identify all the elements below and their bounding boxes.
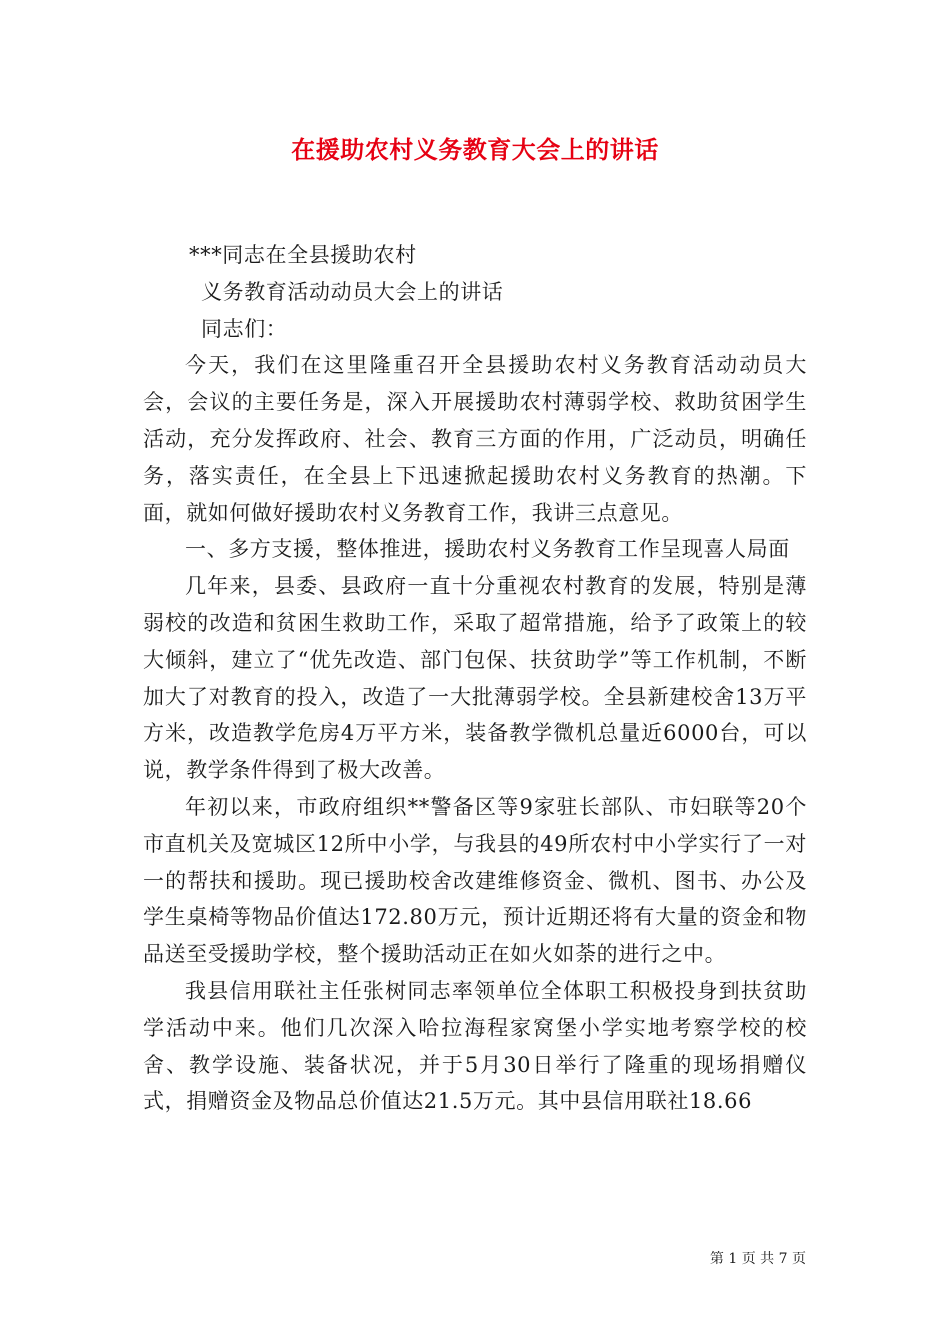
paragraph: 几年来，县委、县政府一直十分重视农村教育的发展，特别是薄弱校的改造和贫困生救助工作，采取了超常措施，给予了政策上的较大倾斜，建立了“优先改造、部门包保、扶贫助学”等工作机制，不断加大了对教育的投入，改造了一大批薄弱学校。全县新建校舍13万平方米，改造教学危房4万平方米，装备教学微机总量近6000台，可以说，教学条件得到了极大改善。: [143, 574, 807, 783]
speech-header-line-1: ***同志在全县援助农村: [189, 243, 417, 267]
speech-header-line-2: 义务教育活动动员大会上的讲话: [201, 279, 504, 304]
section-heading: 一、多方支援，整体推进，援助农村义务教育工作呈现喜人局面: [185, 537, 790, 562]
document-title: 在援助农村义务教育大会上的讲话: [291, 135, 659, 164]
page-number-footer: 第 1 页 共 7 页: [709, 1251, 806, 1267]
document-body: [143, 237, 807, 1120]
salutation: 同志们：: [201, 316, 288, 341]
paragraph: 我县信用联社主任张树同志率领单位全体职工积极投身到扶贫助学活动中来。他们几次深入哈拉海程家窝堡小学实地考察学校的校舍、教学设施、装备状况，并于5月30日举行了隆重的现场捐赠仪式，捐赠资金及物品总价值达21.5万元。其中县信用联社18.66: [143, 978, 807, 1114]
paragraph: 今天，我们在这里隆重召开全县援助农村义务教育活动动员大会，会议的主要任务是，深入开展援助农村薄弱学校、救助贫困学生活动，充分发挥政府、社会、教育三方面的作用，广泛动员，明确任务，落实责任，在全县上下迅速掀起援助农村义务教育的热潮。下面，就如何做好援助农村义务教育工作，我讲三点意见。: [143, 353, 807, 525]
paragraph: 年初以来，市政府组织**警备区等9家驻长部队、市妇联等20个市直机关及宽城区12所中小学，与我县的49所农村中小学实行了一对一的帮扶和援助。现已援助校舍改建维修资金、微机、图书、办公及学生桌椅等物品价值达172.80万元，预计近期还将有大量的资金和物品送至受援助学校，整个援助活动正在如火如荼的进行之中。: [143, 794, 807, 967]
